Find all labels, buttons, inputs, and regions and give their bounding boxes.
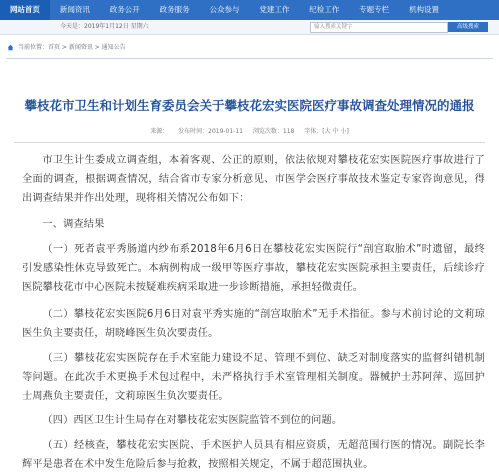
meta-views: 浏览次数：118 — [252, 128, 295, 135]
search-input[interactable]: 输入搜索关键字 — [310, 22, 448, 33]
article-paragraph: （一）死者袁平秀肠道内纱布系2018年6月6日在攀枝花宏实医院行“剖宫取胎术”时遗留，最终引发感染性休克导致死亡。本病例构成一级甲等医疗事故，攀枝花宏实医院承担主要责任，后续诊疗医院攀枝花市中心医院未按疑难疾病采取进一步诊断措施，承担轻微责任。 — [22, 244, 485, 293]
top-nav — [0, 0, 499, 21]
meta-published: 发布时间：2019-01-11 — [178, 128, 243, 135]
article-paragraph: （三）攀枝花宏实医院存在手术室能力建设不足、管理不到位、缺乏对制度落实的监督纠错机制等问题。在此次手术更换手术包过程中，未严格执行手术室管理相关制度。器械护士苏阿萍、巡回护士周燕负主要责任，文莉琼医生负次要责任。 — [22, 353, 485, 402]
article-paragraph: （五）经核查，攀枝花宏实医院、手术医护人员具有相应资质，无超范围行医的情况。副院长李辉平是患者在术中发生危险后参与抢救，按照相关规定，不属于超范围执业。 — [22, 440, 485, 470]
divider — [6, 58, 493, 59]
home-icon — [7, 44, 14, 51]
article-paragraph: 市卫生计生委成立调查组，本着客观、公正的原则，依法依规对攀枝花宏实医院医疗事故进行了全面的调查，根据调查情况，结合省市专家分析意见、市医学会医疗事故技术鉴定专家咨询意见，得出调查结果并作出处理，现将相关情况公布如下： — [22, 155, 485, 204]
nav-item-public-participation[interactable]: 公众参与 — [209, 5, 240, 14]
article-paragraph: （二）攀枝花宏实医院6月6日对袁平秀实施的“剖宫取胎术”无手术指征。参与术前讨论的文莉琼医生负主要责任，胡晓峰医生负次要责任。 — [22, 309, 485, 339]
nav-item-home[interactable]: 网站首页 — [0, 0, 50, 20]
meta-font-size[interactable]: 字体：[大 中 小] — [304, 128, 349, 135]
article-paragraph: （四）西区卫生计生局存在对攀枝花宏实医院监管不到位的问题。 — [42, 415, 343, 426]
divider — [14, 142, 485, 143]
article-title: 攀枝花市卫生和计划生育委员会关于攀枝花宏实医院医疗事故调查处理情况的通报 — [24, 98, 475, 113]
nav-item-party-building[interactable]: 党建工作 — [259, 5, 290, 14]
nav-item-discipline[interactable]: 纪检工作 — [309, 5, 340, 14]
nav-item-organization[interactable]: 机构设置 — [409, 5, 440, 14]
article-meta — [0, 128, 499, 136]
nav-item-gov-services[interactable]: 政务服务 — [159, 5, 190, 14]
meta-source: 来源： — [150, 128, 169, 135]
breadcrumb — [0, 38, 499, 58]
sub-bar — [0, 20, 499, 35]
section-heading: 一、调查结果 — [42, 219, 105, 230]
nav-item-special-topics[interactable]: 专题专栏 — [359, 5, 390, 14]
breadcrumb-text[interactable]: 当前位置：首页 > 新闻资讯 > 通知公告 — [18, 44, 126, 51]
nav-item-news[interactable]: 新闻资讯 — [59, 5, 90, 14]
current-date: 今天是：2019年1月12日 星期六 — [60, 23, 149, 30]
advanced-search-button[interactable]: 高级搜索 — [448, 22, 488, 32]
nav-item-gov-info[interactable]: 政务公开 — [109, 5, 140, 14]
